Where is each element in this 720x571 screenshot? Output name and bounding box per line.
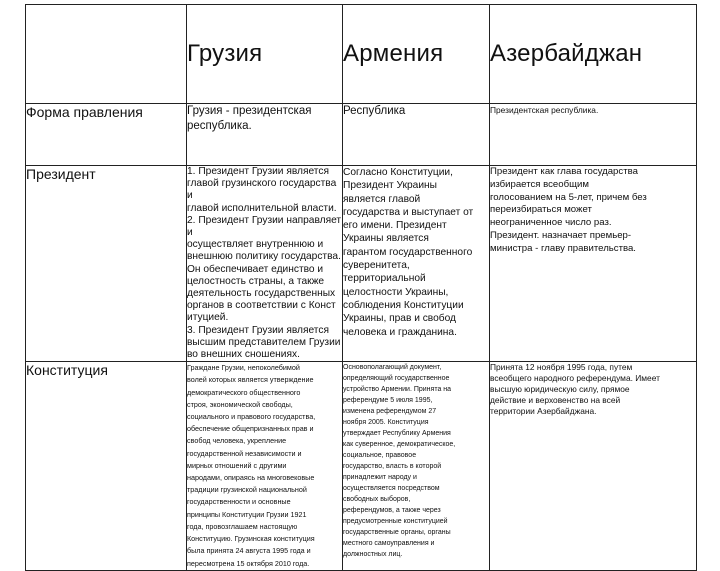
cell-georgia-constitution: Граждане Грузии, непоколебимой волей которых является утверждение демократического общественного строя, экономической свободы, социального и правового государства, обеспечение общепризнанных прав и свобод человека, укрепление государственной независимости и мирных отношений с другими народами, опираясь на многовековые традиции грузинской национальной государственности и основные принципы Конституции Грузии 1921 года, провозглашаем настоящую Конституцию. Грузинская конституция была принята 24 августа 1995 года и пересмотрена 15 октября 2010 года. <box>187 362 343 570</box>
table-row-government-form <box>26 104 697 166</box>
cell-azerbaijan-president: Президент как глава государства избирается всеобщим голосованием на 5-лет, причем без переизбираться может неограниченное число раз. Президент. назначает премьер- министра - главу правительства. <box>490 166 697 362</box>
comparison-table <box>25 4 697 571</box>
cell-armenia-constitution: Основополагающий документ, определяющий государственное устройство Армении. Принята на референдуме 5 июля 1995, изменена референдумом 27 ноября 2005. Конституция утверждает Республику Армения как суверенное, демократическое, социальное, правовое государство, власть в которой принадлежит народу и осуществляется посредством свободных выборов, референдумов, а также через предусмотренные конституцией государственные органы, органы местного самоуправления и должностных лиц. <box>343 362 490 570</box>
cell-armenia-president: Согласно Конституции, Президент Украины является главой государства и выступает от его имени. Президент Украины является гарантом государственного суверенитета, территориальной целостности Украины, соблюдения Конституции Украины, прав и свобод человека и гражданина. <box>343 166 490 362</box>
cell-azerbaijan-government-form: Президентская республика. <box>490 104 697 166</box>
header-empty-cell <box>26 5 187 104</box>
cell-georgia-president: 1. Президент Грузии является главой грузинского государства и главой исполнительной власти. 2. Президент Грузии направляет и осуществляет внутреннюю и внешнюю политику государства. Он обеспечивает единство и целостность страны, а также деятельность государственных органов в соответствии с Конст итуцией. 3. Президент Грузии является высшим представителем Грузии во внешних сношениях. <box>187 166 342 361</box>
table-row-president <box>26 166 697 362</box>
row-label-constitution: Конституция <box>26 362 187 570</box>
header-azerbaijan: Азербайджан <box>490 5 697 104</box>
header-georgia: Грузия <box>187 5 343 104</box>
cell-azerbaijan-constitution: Принята 12 ноября 1995 года, путем всеобщего народного референдума. Имеет высшую юридическую силу, прямое действие и верховенство на всей территории Азербайджана. <box>490 362 697 570</box>
table-row-constitution <box>26 362 697 570</box>
row-label-president: Президент <box>26 166 187 362</box>
table-header-row <box>26 5 697 104</box>
cell-armenia-government-form: Республика <box>343 104 490 166</box>
row-label-government-form: Форма правления <box>26 104 187 166</box>
cell-georgia-government-form: Грузия - президентская республика. <box>187 104 343 166</box>
header-armenia: Армения <box>343 5 490 104</box>
